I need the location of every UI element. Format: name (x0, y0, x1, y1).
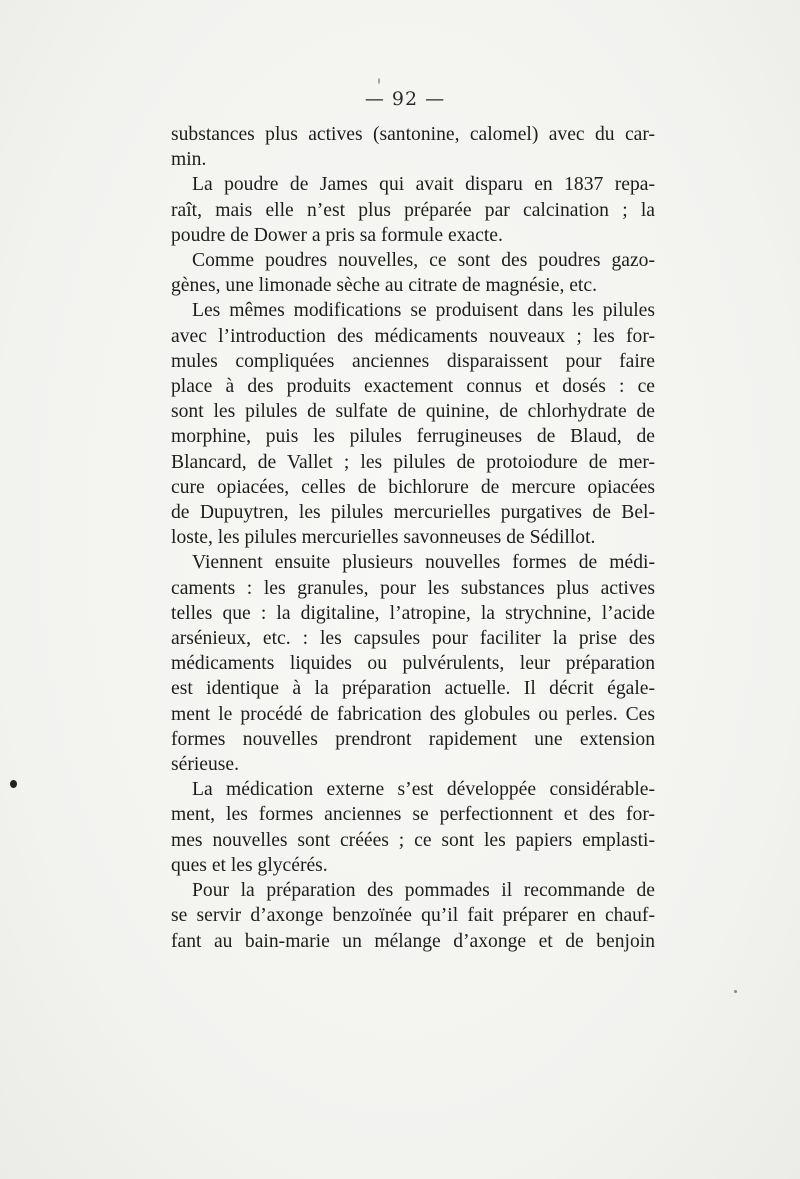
text-line: Blancard, de Vallet ; les pilules de protoiodure de mer- (171, 451, 655, 473)
text-line: ques et les glycérés. (171, 854, 328, 876)
paragraph (171, 122, 655, 172)
text-line: raît, mais elle n’est plus préparée par calcination ; la (171, 199, 655, 221)
ink-speck (734, 990, 737, 993)
text-line: sont les pilules de sulfate de quinine, de chlorhydrate de (171, 401, 655, 423)
text-line: fant au bain-marie un mélange d’axonge et de benjoin (171, 930, 655, 952)
text-line: Les mêmes modifications se produisent dans les pilules (192, 300, 655, 322)
text-line: avec l’introduction des médicaments nouveaux ; les for- (171, 325, 655, 347)
text-line: mules compliquées anciennes disparaissent pour faire (171, 350, 655, 372)
paragraph (171, 248, 655, 298)
text-line: est identique à la préparation actuelle. Il décrit égale- (171, 678, 655, 700)
text-line: médicaments liquides ou pulvérulents, leur préparation (171, 653, 655, 675)
text-line: sérieuse. (171, 754, 240, 776)
text-line: Viennent ensuite plusieurs nouvelles formes de médi- (192, 552, 655, 574)
paragraph (171, 172, 655, 248)
text-line: mes nouvelles sont créées ; ce sont les papiers emplasti- (171, 829, 655, 851)
text-line: La médication externe s’est développée considérable- (192, 779, 655, 801)
ink-speck (378, 78, 380, 84)
page-number: — 92 — (364, 88, 446, 110)
text-line: arsénieux, etc. : les capsules pour faciliter la prise des (171, 628, 655, 650)
text-line: formes nouvelles prendront rapidement une extension (171, 728, 655, 750)
text-line: se servir d’axonge benzoïnée qu’il fait préparer en chauf- (171, 905, 655, 927)
text-line: Comme poudres nouvelles, ce sont des poudres gazo- (192, 250, 655, 272)
text-line: place à des produits exactement connus et dosés : ce (171, 376, 655, 398)
text-line: substances plus actives (santonine, calomel) avec du car- (171, 124, 655, 145)
paragraph (171, 550, 655, 777)
paragraph (171, 298, 655, 550)
text-line: morphine, puis les pilules ferrugineuses de Blaud, de (171, 426, 655, 448)
text-line: min. (171, 149, 207, 171)
text-line: ment le procédé de fabrication des globules ou perles. Ces (171, 703, 655, 725)
text-line: loste, les pilules mercurielles savonneuses de Sédillot. (171, 527, 596, 549)
text-line: cure opiacées, celles de bichlorure de mercure opiacées (171, 476, 655, 498)
ink-speck (10, 780, 17, 788)
text-line: ment, les formes anciennes se perfectionnent et des for- (171, 804, 655, 826)
text-line: Pour la préparation des pommades il recommande de (192, 880, 655, 902)
text-line: caments : les granules, pour les substances plus actives (171, 577, 655, 599)
paragraph (171, 878, 655, 954)
text-line: La poudre de James qui avait disparu en 1837 repa- (192, 174, 655, 196)
text-line: de Dupuytren, les pilules mercurielles purgatives de Bel- (171, 502, 655, 524)
paragraph (171, 777, 655, 878)
text-line: poudre de Dower a pris sa formule exacte. (171, 224, 503, 246)
body-text (171, 122, 655, 954)
text-line: telles que : la digitaline, l’atropine, la strychnine, l’acide (171, 602, 655, 624)
text-line: gènes, une limonade sèche au citrate de magnésie, etc. (171, 275, 597, 297)
